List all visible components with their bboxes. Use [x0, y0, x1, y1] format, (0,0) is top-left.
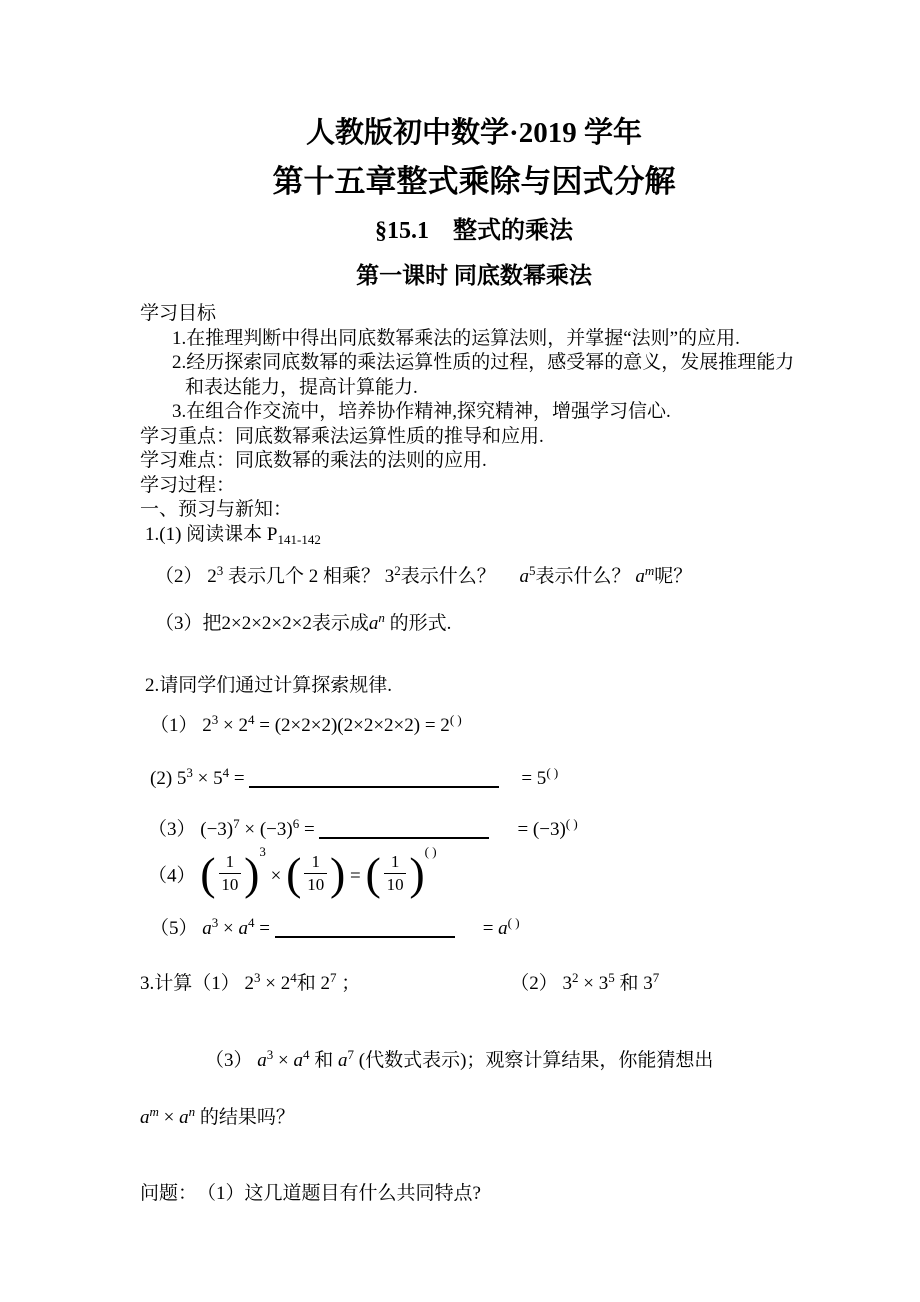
math-seg: ( ) — [424, 843, 437, 859]
formula-explore-1 — [150, 711, 808, 742]
math-seg: （1） 2 — [150, 714, 212, 736]
key-focus: 学习重点：同底数幂乘法运算性质的推导和应用. — [140, 425, 544, 447]
math-seg: × — [273, 1049, 294, 1071]
math-seg: × — [265, 864, 287, 886]
math-seg: 1 — [219, 852, 242, 874]
math-seg: a — [498, 917, 508, 939]
math-seg — [384, 852, 407, 896]
formula-explore-5 — [150, 914, 808, 945]
lesson-title: 第一课时 同底数幂乘法 — [356, 263, 592, 288]
math-seg — [249, 782, 499, 788]
math-seg: 表示几个 2 相乘？ 3 — [223, 566, 395, 587]
math-seg: a — [293, 1049, 303, 1071]
math-seg: 3 — [266, 1046, 274, 1062]
math-seg: 141-142 — [277, 531, 321, 547]
fraction — [286, 847, 346, 899]
math-seg: = — [482, 917, 499, 939]
math-seg: 3 — [216, 563, 224, 578]
math-seg: = — [254, 917, 275, 939]
math-seg: ( ) — [507, 914, 520, 930]
question-line: 问题： （1）这几道题目有什么共同特点? — [140, 1182, 481, 1204]
objective-item-2: 2.经历探索同底数幂的乘法运算性质的过程，感受幂的意义，发展推理能力和表达能力，提高计算能力. — [172, 352, 795, 398]
math-seg: × 2 — [260, 972, 291, 994]
formula-explore-4 — [148, 843, 808, 900]
fraction — [200, 843, 266, 899]
math-seg: 4 — [247, 711, 255, 727]
math-seg: （2） 3 — [510, 972, 573, 994]
math-seg: a — [179, 1106, 189, 1128]
math-seg: 表示什么？ — [535, 566, 636, 587]
math-seg: 和 2 — [296, 972, 330, 994]
math-seg: ( — [200, 847, 216, 899]
formula-prelim-3 — [155, 609, 808, 640]
fraction — [365, 843, 437, 899]
math-seg: 10 — [386, 875, 404, 894]
math-seg: = (2×2×2)(2×2×2×2) = 2 — [254, 714, 450, 736]
doc-title-line-1: 人教版初中数学·2019 学年 — [306, 117, 642, 149]
math-seg: ) — [329, 847, 346, 899]
math-seg: a — [140, 1106, 150, 1128]
math-seg: 表示什么？ — [400, 566, 520, 587]
math-seg: （3） — [205, 1049, 258, 1071]
section1-heading: 一、预习与新知： — [140, 499, 293, 520]
math-seg: 6 — [292, 815, 300, 831]
math-seg: = — [299, 818, 320, 840]
math-seg: a — [238, 917, 248, 939]
math-seg: m — [149, 1103, 159, 1119]
math-seg: (2) 5 — [150, 767, 187, 789]
math-seg: × 3 — [578, 972, 609, 994]
math-seg: 7 — [347, 1046, 354, 1062]
math-seg: 呢？ — [654, 566, 693, 587]
math-seg: 的形式. — [384, 613, 452, 634]
math-seg: a — [368, 613, 379, 634]
math-seg: m — [644, 563, 655, 578]
doc-title-line-2: 第十五章整式乘除与因式分解 — [272, 164, 676, 199]
math-seg: × (−3) — [239, 818, 293, 840]
math-seg: a — [338, 1049, 348, 1071]
math-seg: × — [158, 1106, 180, 1128]
math-seg: = 5 — [521, 767, 547, 789]
math-seg: 4 — [222, 764, 230, 780]
math-seg: a — [519, 566, 530, 587]
math-seg: （2） 2 — [155, 566, 217, 587]
math-seg: 3 — [211, 914, 219, 930]
math-seg: 4 — [290, 969, 297, 985]
math-seg: 5 — [608, 969, 615, 985]
math-seg: 1.(1) 阅读课本 P — [145, 523, 278, 545]
math-seg: 3 — [254, 969, 261, 985]
section-title: §15.1 整式的乘法 — [375, 218, 573, 244]
objectives-heading: 学习目标 — [140, 303, 217, 324]
math-seg: 7 — [233, 815, 240, 831]
math-seg: 10 — [307, 875, 325, 894]
key-difficulty: 学习难点：同底数幂的乘法的法则的应用. — [140, 450, 487, 471]
math-seg: 2 — [394, 563, 401, 578]
math-seg: 3 — [186, 764, 193, 780]
math-seg: ( — [286, 847, 302, 899]
math-seg — [275, 932, 455, 938]
math-seg: ； — [336, 972, 361, 994]
formula-prelim-2 — [155, 562, 808, 593]
math-seg: ) — [409, 847, 425, 899]
math-seg: （4） — [148, 864, 201, 886]
objective-item-1: 1.在推理判断中得出同底数幂乘法的运算法则，并掌握“法则”的应用. — [172, 327, 740, 349]
math-seg: a — [202, 917, 212, 939]
math-seg — [219, 852, 242, 896]
math-seg: 和 — [309, 1049, 338, 1071]
formula-read-textbook — [145, 523, 808, 549]
math-seg: 的结果吗？ — [195, 1106, 295, 1128]
math-seg: a — [257, 1049, 267, 1071]
math-seg: = — [229, 767, 250, 789]
math-seg: × — [218, 917, 239, 939]
math-seg: 1 — [384, 852, 407, 874]
math-seg: 10 — [221, 875, 239, 894]
math-seg: 和 3 — [614, 972, 653, 994]
math-seg: = — [345, 864, 366, 886]
math-seg: 2 — [572, 969, 579, 985]
math-seg: × 2 — [218, 714, 248, 736]
formula-conjecture — [140, 1103, 808, 1134]
formula-explore-3 — [148, 815, 808, 846]
math-seg: 7 — [330, 969, 337, 985]
math-seg: 5 — [529, 563, 536, 578]
math-seg: = (−3) — [517, 818, 566, 840]
math-seg: (代数式表示)；观察计算结果，你能猜想出 — [354, 1049, 714, 1071]
math-seg: 3 — [211, 711, 219, 727]
formula-explore-2 — [150, 764, 808, 795]
math-seg: 4 — [302, 1046, 310, 1062]
formula-compute-1-2 — [140, 969, 808, 1000]
math-seg: × 5 — [192, 767, 223, 789]
process-heading: 学习过程： — [140, 474, 236, 496]
math-seg: （3） (−3) — [148, 818, 234, 840]
math-seg: ( — [365, 847, 381, 899]
math-seg — [319, 833, 489, 839]
math-seg: 7 — [652, 969, 660, 985]
explore-heading: 2.请同学们通过计算探索规律. — [145, 675, 393, 696]
math-seg: ( ) — [546, 764, 559, 780]
math-seg: 3.计算（1） 2 — [140, 972, 255, 994]
math-seg: n — [188, 1103, 196, 1119]
math-seg: ( ) — [565, 815, 578, 831]
math-seg: 1 — [304, 852, 327, 874]
objective-item-3: 3.在组合作交流中，培养协作精神,探究精神，增强学习信心. — [172, 401, 671, 422]
math-seg: 4 — [247, 914, 255, 930]
math-seg — [304, 852, 327, 896]
math-seg: a — [635, 566, 645, 587]
formula-compute-3 — [205, 1046, 808, 1077]
math-seg: ( ) — [449, 711, 462, 727]
math-seg: ) — [244, 847, 260, 899]
math-seg: n — [378, 610, 385, 625]
math-seg: 3 — [259, 843, 266, 859]
math-seg: （3）把2×2×2×2×2表示成 — [155, 613, 369, 634]
math-seg: （5） — [150, 917, 203, 939]
